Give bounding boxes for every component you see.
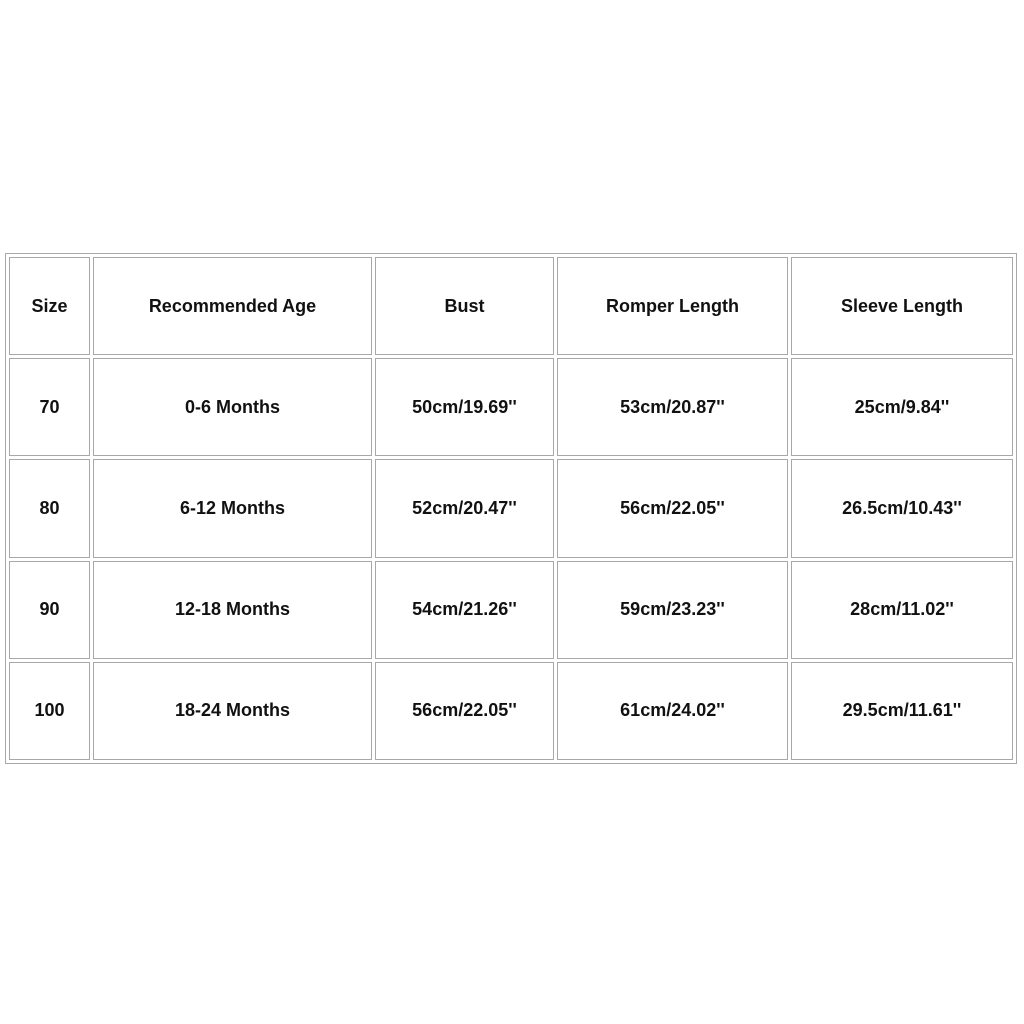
- table-row: [9, 459, 1013, 557]
- cell-romper-length: 53cm/20.87'': [557, 358, 788, 456]
- cell-recommended-age: 0-6 Months: [93, 358, 372, 456]
- cell-size: 100: [9, 662, 90, 760]
- table-row: [9, 561, 1013, 659]
- cell-romper-length: 59cm/23.23'': [557, 561, 788, 659]
- cell-bust: 52cm/20.47'': [375, 459, 554, 557]
- cell-sleeve-length: 26.5cm/10.43'': [791, 459, 1013, 557]
- cell-romper-length: 61cm/24.02'': [557, 662, 788, 760]
- cell-sleeve-length: 29.5cm/11.61'': [791, 662, 1013, 760]
- cell-size: 80: [9, 459, 90, 557]
- size-chart-table: [5, 253, 1017, 764]
- cell-recommended-age: 18-24 Months: [93, 662, 372, 760]
- cell-size: 70: [9, 358, 90, 456]
- cell-recommended-age: 6-12 Months: [93, 459, 372, 557]
- table-row: [9, 662, 1013, 760]
- cell-bust: 56cm/22.05'': [375, 662, 554, 760]
- cell-sleeve-length: 25cm/9.84'': [791, 358, 1013, 456]
- cell-sleeve-length: 28cm/11.02'': [791, 561, 1013, 659]
- cell-recommended-age: 12-18 Months: [93, 561, 372, 659]
- header-recommended-age: Recommended Age: [93, 257, 372, 355]
- header-romper-length: Romper Length: [557, 257, 788, 355]
- cell-size: 90: [9, 561, 90, 659]
- table-row: [9, 358, 1013, 456]
- table-header-row: [9, 257, 1013, 355]
- header-size: Size: [9, 257, 90, 355]
- cell-bust: 54cm/21.26'': [375, 561, 554, 659]
- cell-romper-length: 56cm/22.05'': [557, 459, 788, 557]
- header-bust: Bust: [375, 257, 554, 355]
- header-sleeve-length: Sleeve Length: [791, 257, 1013, 355]
- cell-bust: 50cm/19.69'': [375, 358, 554, 456]
